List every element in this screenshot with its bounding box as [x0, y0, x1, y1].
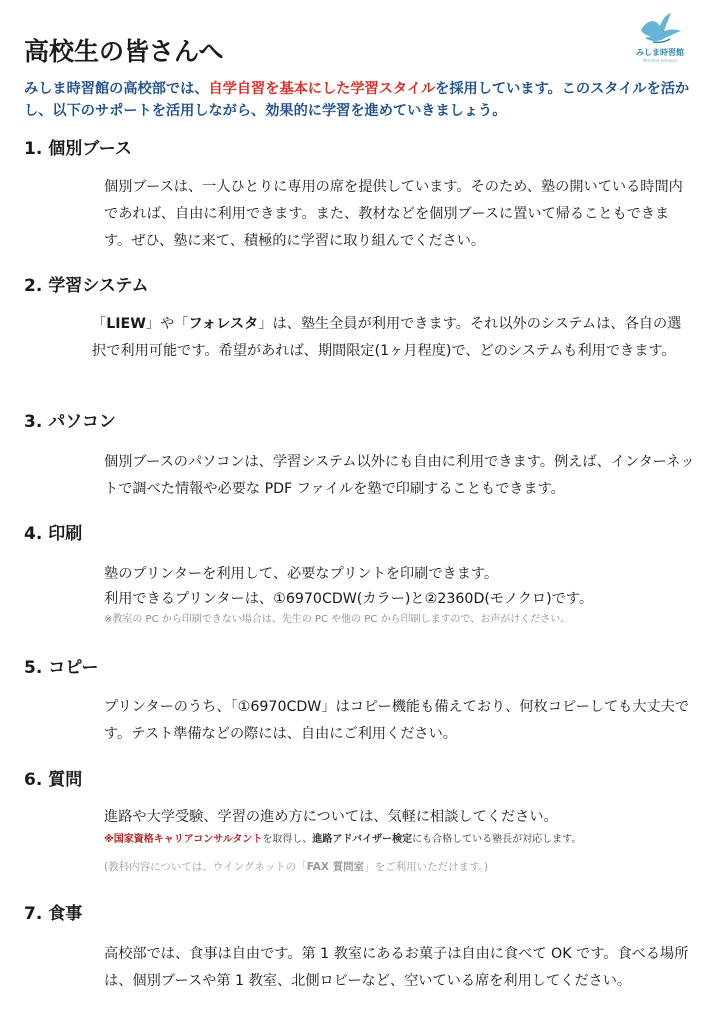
intro-post: を採用しています。このスタイルを活かし、以下のサポートを活用しながら、効果的に学習を進めていきましょう。	[24, 81, 690, 119]
section-1-heading: 1. 個別ブース	[24, 139, 132, 159]
page-title: 高校生の皆さんへ	[24, 37, 224, 66]
section-5-heading: 5. コピー	[24, 658, 99, 678]
section-6-note	[104, 832, 581, 848]
section-7-body: 高校部では、食事は自由です。第 1 教室にあるお菓子は自由に食べて OK です。食べる場所は、個別ブースや第 1 教室、北側ロビーなど、空いている席を利用してください。	[104, 946, 689, 989]
section-4-line2: 利用できるプリンターは、①6970CDW(カラー)と②2360D(モノクロ)です。	[104, 591, 594, 607]
section-3-heading: 3. パソコン	[24, 412, 116, 432]
note-post: にも合格している塾長が対応します。	[412, 834, 582, 845]
section-2-heading: 2. 学習システム	[24, 276, 149, 296]
section-5-body: プリンターのうち、「①6970CDW」はコピー機能も備えており、何枚コピーしても大丈夫です。テスト準備などの際には、自由にご利用ください。	[104, 699, 690, 742]
section-6-heading: 6. 質問	[24, 770, 83, 790]
section-4-note: ※教室の PC から印刷できない場合は、先生の PC や他の PC から印刷しますので、お声がけください。	[104, 614, 571, 625]
system-liew: LIEW	[106, 316, 146, 332]
intro-paragraph	[24, 78, 696, 122]
quote-open: 「	[92, 316, 107, 332]
career-consultant-text: 国家資格キャリアコンサルタント	[113, 834, 263, 845]
logo-name: みしま時習館	[636, 48, 684, 57]
section-2-rest: 」は、塾生全員が利用できます。それ以外のシステムは、各自の選択で利用可能です。希望があれば、期間限定(1ヶ月程度)で、どのシステムも利用できます。	[92, 316, 682, 359]
note-mark: ※	[104, 834, 114, 845]
subnote-pre: (教科内容については、ウイングネットの「	[104, 861, 307, 873]
section-1-body: 個別ブースは、一人ひとりに専用の席を提供しています。そのため、塾の開いている時間内であれば、自由に利用できます。また、教材などを個別ブースに置いて帰ることもできます。ぜひ、塾に来て、積極的に学習に取り組んでください。	[104, 179, 683, 249]
section-6-line1: 進路や大学受験、学習の進め方については、気軽に相談してください。	[104, 809, 558, 825]
note-mid: を取得し、	[262, 834, 313, 845]
intro-highlight: 自学自習を基本にした学習スタイル	[208, 81, 436, 97]
bird-logo-icon	[637, 12, 683, 48]
logo-subtitle: Mishima Jishukan	[642, 58, 678, 63]
system-foresta: フォレスタ	[188, 316, 259, 332]
section-3-body: 個別ブースのパソコンは、学習システム以外にも自由に利用できます。例えば、インターネットで調べた情報や必要な PDF ファイルを塾で印刷することもできます。	[104, 454, 695, 497]
subnote-post: 」をご利用いただけます。)	[364, 861, 489, 873]
quote-mid: 」や「	[145, 316, 189, 332]
section-7-heading: 7. 食事	[24, 904, 83, 924]
fax-room-text: FAX 質問室	[306, 861, 365, 873]
advisor-exam-text: 進路アドバイザー検定	[312, 834, 413, 845]
section-2-body	[92, 311, 694, 365]
section-4-line1: 塾のプリンターを利用して、必要なプリントを印刷できます。	[104, 566, 499, 582]
section-4-heading: 4. 印刷	[24, 524, 83, 544]
section-6-subnote	[104, 859, 488, 875]
intro-pre: みしま時習館の高校部では、	[24, 81, 209, 97]
logo	[630, 12, 690, 70]
